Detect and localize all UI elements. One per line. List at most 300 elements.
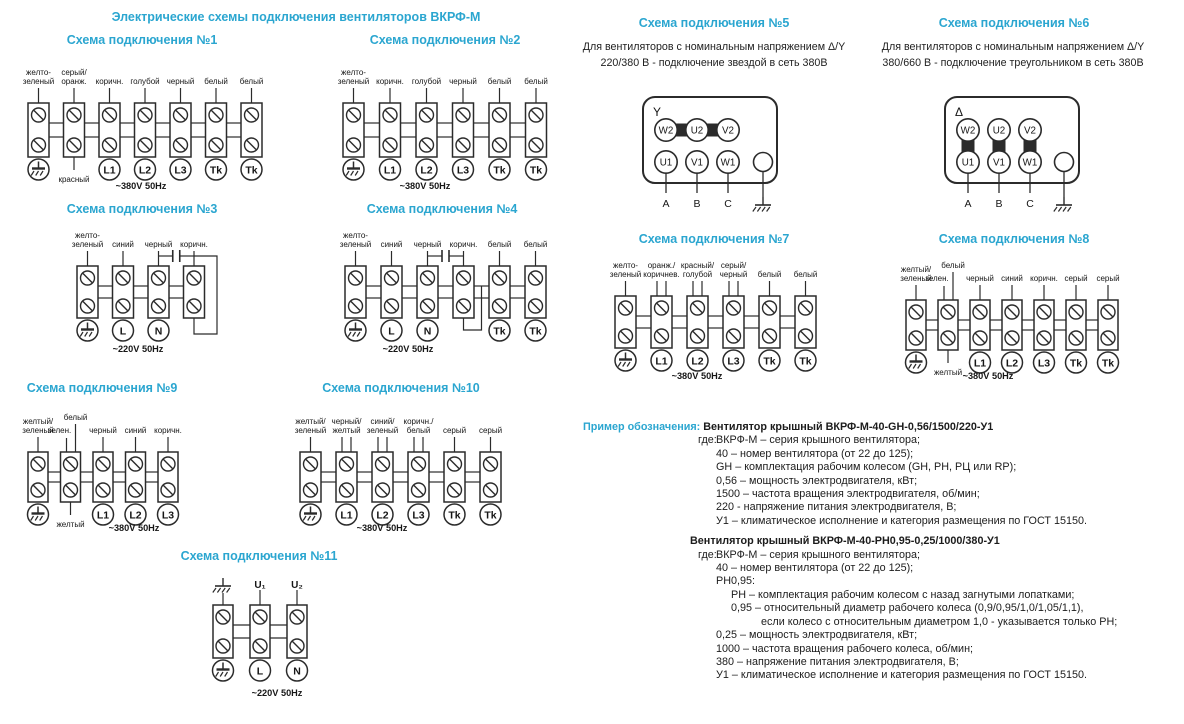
terminal-label: L3 [727,355,740,368]
terminal-circle [970,352,991,373]
screw-icon [655,301,669,315]
terminal-block [381,266,402,318]
fan-designation-title: Вентилятор крышный ВКРФ-М-40-GH-0,56/1500/220-У1 [703,421,994,433]
terminal-circle [336,504,357,525]
screw-icon [129,483,143,497]
earth-terminal-icon [77,320,98,341]
screw-icon [216,610,230,624]
terminal-circle [99,159,120,180]
screw-icon [138,108,152,122]
wire-color-label: черный [166,77,195,86]
terminal-circle [113,320,134,341]
terminal-label: L2 [138,164,152,177]
terminal-circle [416,159,437,180]
screw-icon [385,271,399,285]
terminal-block [300,452,321,502]
screw-icon [493,271,507,285]
wire-color-label: черный/ [331,417,362,426]
wire-color-label: желто- [26,68,51,77]
designation-item: 40 – номер вентилятора (от 22 до 125); [716,447,914,460]
designation-item: У1 – климатическое исполнение и категория размещения по ГОСТ 15150. [716,514,1087,527]
screw-icon [941,305,955,319]
wire-color-label: зеленый [900,274,932,283]
screw-icon [655,329,669,343]
terminal-circle [380,159,401,180]
terminal-label: L1 [383,164,397,177]
terminal-circle [372,504,393,525]
screw-icon [152,299,166,313]
screw-icon [493,138,507,152]
phase-label: C [724,198,732,210]
screw-icon [448,457,462,471]
terminal-circle [489,159,510,180]
terminal-circle [417,320,438,341]
screw-icon [383,108,397,122]
terminal-label: N [423,325,432,338]
terminal-block [126,452,146,502]
wire-color-label: U₂ [291,580,303,591]
designation-item: 0,25 – мощность электродвигателя, кВт; [716,629,918,642]
wire-color-label: зеленый [22,77,55,86]
terminal-label: L1 [655,355,668,368]
wire-color-label: белый [406,426,431,435]
terminal-label: Tk [1069,357,1083,370]
wire-color-label: черный [449,77,477,86]
scheme-2-diagram [338,68,548,191]
screw-icon [529,138,543,152]
wire-color-label: синий/ [370,417,395,426]
terminal-block [64,103,85,157]
motor-terminal [717,119,739,141]
motor-terminal-label: W2 [658,125,674,137]
screw-icon [290,610,304,624]
winding-symbol: Δ [954,105,964,119]
screw-icon [493,299,507,313]
terminal-block [615,296,636,348]
scheme-10-diagram [295,417,502,533]
terminal-label: L3 [456,164,470,177]
wire-color-label: желто- [613,261,638,270]
motor-terminal [1019,119,1041,141]
screw-icon [691,301,705,315]
screw-icon [1069,331,1083,345]
terminal-block [77,266,98,318]
phase-label: B [995,198,1003,210]
scheme-8-diagram [900,261,1119,381]
wire-color-label: желтый [56,520,85,529]
screw-icon [457,271,471,285]
wire-color-label: U₁ [254,580,266,591]
terminal-circle [170,159,191,180]
terminal-block [170,103,191,157]
terminal-block [250,605,270,658]
terminal-block [113,266,134,318]
motor-terminal-label: U1 [659,157,673,169]
earth-terminal-icon [28,159,49,180]
wire-color-label: белый [487,240,512,249]
wire-color-label: белый [941,261,965,270]
wire-color-label: зеленый [609,270,642,279]
terminal-block [1002,300,1022,350]
terminal-label: L2 [129,509,142,522]
wire-color-label: черный [413,240,442,249]
terminal-label: Tk [448,509,461,522]
terminal-circle [759,350,780,371]
terminal-circle [287,660,308,681]
terminal-label: Tk [493,164,506,177]
scheme-5-description: Для вентиляторов с номинальным напряжением Δ/Y 220/380 В - подключение звездой в сеть 380В [582,41,846,69]
wire-color-label: коричн. [95,77,124,86]
wire-color-label: белый [63,413,88,422]
screw-icon [1005,331,1019,345]
terminal-label: N [154,325,163,338]
terminal-label: L [256,665,264,678]
scheme-1-diagram [23,68,264,191]
wire-color-label: черный [89,426,117,435]
wire-color-label: белый [523,240,548,249]
screw-icon [64,457,78,471]
scheme-1-title: Схема подключения №1 [66,33,218,47]
terminal-block [148,266,169,318]
terminal-block [1066,300,1086,350]
screw-icon [340,457,354,471]
scheme-7-title: Схема подключения №7 [638,232,790,246]
wire-color-label: зелен. [925,274,949,283]
terminal-block [906,300,926,350]
terminal-label: Tk [209,164,223,177]
screw-icon [349,271,363,285]
screw-icon [209,108,223,122]
motor-terminal-label: U2 [992,125,1006,137]
scheme-6-description: Для вентиляторов с номинальным напряжением Δ/Y 380/660 В - подключение треугольником в сеть 380В [881,41,1145,69]
screw-icon [103,138,117,152]
winding-symbol: Y [652,105,662,119]
terminal-label: N [293,665,301,678]
terminal-block [336,452,357,502]
scheme-5-diagram [643,97,777,212]
where-label: где: [698,548,717,561]
terminal-block [1098,300,1118,350]
screw-icon [763,301,777,315]
terminal-block [489,103,510,157]
screw-icon [529,299,543,313]
motor-terminal-label: W1 [1022,157,1038,169]
terminal-block [408,452,429,502]
wire-color-label: черный [144,240,173,249]
wire-color-label: желтый/ [295,417,326,426]
motor-terminal-label: V2 [1024,125,1036,137]
terminal-block [453,103,474,157]
motor-terminal [655,119,677,141]
terminal-circle [250,660,271,681]
terminal-circle [381,320,402,341]
terminal-block [28,103,49,157]
designation-item: где: ВКРФ-М – серия крышного вентилятора; [698,548,921,561]
terminal-label: L [119,325,127,338]
screw-icon [103,108,117,122]
motor-terminal-label: U2 [690,125,704,137]
terminal-block [241,103,262,157]
wire-color-label: голубой [682,270,713,279]
screw-icon [385,299,399,313]
designation-item: 1000 – частота вращения рабочего колеса, об/мин; [716,642,974,655]
example-label: Пример обозначения: [583,421,704,433]
terminal-block [526,103,547,157]
scheme-11-diagram [213,578,308,698]
scheme-4-title: Схема подключения №4 [366,202,518,216]
wire-color-label: коричн. [449,240,478,249]
wire-color-label: черный [719,270,748,279]
wire-color-label: желто- [75,231,100,240]
terminal-block [970,300,990,350]
terminal-circle [125,504,146,525]
wire-color-label: серый [478,426,503,435]
terminal-block [938,300,958,350]
terminal-label: Tk [245,164,258,177]
wire-color-label: зеленый [337,77,370,86]
motor-terminal-label: V2 [722,125,734,137]
capacitor-icon [428,250,464,262]
where-label: где: [698,434,717,447]
terminal-block [343,103,364,157]
wire-color-label: белый [524,77,548,86]
screw-icon [161,457,175,471]
wire-color-label: серый [1096,274,1120,283]
voltage-label: ~380V 50Hz [356,523,408,533]
scheme-6-title: Схема подключения №6 [938,16,1090,30]
ground-terminal [1055,153,1074,172]
screw-icon [376,483,390,497]
terminal-circle [1098,352,1119,373]
voltage-label: ~220V 50Hz [112,344,164,354]
designation-item: 0,95 – относительный диаметр рабочего колеса (0,9/0,95/1,0/1,05/1,1), [731,602,1084,615]
screw-icon [412,483,426,497]
wire-color-label: коричн. [1030,274,1058,283]
wire-color-label: голубой [411,77,442,86]
terminal-label: L1 [96,509,110,522]
terminal-label: L3 [161,509,175,522]
screw-icon [32,138,46,152]
terminal-block [489,266,510,318]
terminal-circle [158,504,179,525]
terminal-circle [723,350,744,371]
terminal-circle [453,159,474,180]
voltage-label: ~220V 50Hz [382,344,434,354]
screw-icon [64,483,78,497]
screw-icon [727,301,741,315]
screw-icon [253,610,267,624]
motor-terminal [957,119,979,141]
terminal-circle [1066,352,1087,373]
wire-color-label: синий [380,240,403,249]
motor-terminal-label: V1 [691,157,703,169]
terminal-block [158,452,178,502]
voltage-label: ~380V 50Hz [671,371,723,381]
motor-terminal-label: W2 [960,125,976,137]
screw-icon [81,271,95,285]
screw-icon [727,329,741,343]
terminal-block [417,266,438,318]
screw-icon [799,301,813,315]
earth-terminal-icon [213,660,234,681]
terminal-circle [795,350,816,371]
screw-icon [253,639,267,653]
terminal-block [1034,300,1054,350]
screw-icon [245,138,259,152]
scheme-4-diagram [340,231,548,354]
terminal-circle [526,159,547,180]
wire-color-label: зеленый [22,426,54,435]
voltage-label: ~380V 50Hz [399,181,451,191]
screw-icon [347,138,361,152]
screw-icon [129,457,143,471]
wire-color-label: желтый/ [22,417,54,426]
terminal-block [525,266,546,318]
screw-icon [304,457,318,471]
terminal-block [416,103,437,157]
screw-icon [619,329,633,343]
wire-color-label: коричн./ [403,417,434,426]
scheme-5-title: Схема подключения №5 [638,16,790,30]
screw-icon [174,138,188,152]
screw-icon [421,299,435,313]
scheme-3-title: Схема подключения №3 [66,202,218,216]
phase-label: A [662,198,670,210]
fan-designation-title: Вентилятор крышный ВКРФ-М-40-РН0,95-0,25/1000/380-У1 [690,535,1000,548]
motor-terminal [1019,151,1041,173]
screw-icon [116,299,130,313]
screw-icon [973,305,987,319]
motor-terminal-label: W1 [720,157,736,169]
wire-color-label: зелен. [47,426,72,435]
designation-item: РН – комплектация рабочим колесом с назад загнутыми лопатками; [731,588,1075,601]
terminal-block [723,296,744,348]
designation-item: 1500 – частота вращения электродвигателя, об/мин; [716,488,980,501]
terminal-label: L1 [973,357,987,370]
terminal-circle [148,320,169,341]
terminal-block [184,266,205,318]
earth-terminal-icon [343,159,364,180]
screw-icon [290,639,304,653]
terminal-label: Tk [484,509,497,522]
earth-terminal-icon [28,504,49,525]
screw-icon [941,331,955,345]
scheme-9-diagram [22,413,182,533]
terminal-label: Tk [493,325,506,338]
motor-terminal-label: U1 [961,157,975,169]
terminal-circle [241,159,262,180]
terminal-circle [651,350,672,371]
screw-icon [349,299,363,313]
designation-example-block [583,421,1184,683]
designation-item: 0,56 – мощность электродвигателя, кВт; [716,474,918,487]
wire-color-label: желто- [343,231,368,240]
screw-icon [67,138,81,152]
terminal-block [372,452,393,502]
wire-color-label: белый [487,77,512,86]
screw-icon [973,331,987,345]
wire-color-label: зеленый [339,240,372,249]
terminal-block [687,296,708,348]
terminal-label: L2 [1005,357,1019,370]
terminal-circle [206,159,227,180]
designation-item: GH – комплектация рабочим колесом (GH, РН, РЦ или RP); [716,461,1017,474]
screw-icon [457,299,471,313]
voltage-label: ~380V 50Hz [962,371,1014,381]
terminal-label: Tk [1101,357,1115,370]
wire-color-label: оранж. [61,77,87,86]
wire-color-label: синий [124,426,147,435]
wire-color-label: серый/ [61,68,87,77]
motor-terminal [655,151,677,173]
wire-color-label: синий [112,240,134,249]
phase-label: A [964,198,972,210]
earth-symbol-icon [753,197,771,212]
screw-icon [31,483,45,497]
terminal-block [380,103,401,157]
screw-icon [209,138,223,152]
phase-label: B [693,198,701,210]
designation-item: У1 – климатическое исполнение и категория размещения по ГОСТ 15150. [716,669,1087,682]
screw-icon [304,483,318,497]
voltage-label: ~220V 50Hz [251,688,303,698]
screw-icon [245,108,259,122]
terminal-circle [1002,352,1023,373]
motor-terminal [717,151,739,173]
motor-terminal [957,151,979,173]
screw-icon [31,457,45,471]
screw-icon [187,299,201,313]
wire-color-label: оранж./ [647,261,676,270]
wire-color-label: красный [58,175,90,184]
wire-color-label: красный/ [680,261,715,270]
terminal-block [135,103,156,157]
ground-terminal [754,153,773,172]
terminal-label: Tk [763,355,776,368]
designation-item: где: ВКРФ-М – серия крышного вентилятора; [698,434,921,447]
screw-icon [161,483,175,497]
motor-terminal [686,151,708,173]
screw-icon [456,138,470,152]
wire-color-label: желтый [332,426,361,435]
motor-terminal [988,119,1010,141]
earth-terminal-icon [345,320,366,341]
wire-color-label: коричн. [180,240,208,249]
terminal-label: L2 [691,355,704,368]
terminal-label: Tk [529,164,543,177]
terminal-label: L2 [420,164,433,177]
designation-item: если колесо с относительным диаметром 1,0 - указывается только РН; [761,615,1118,628]
screw-icon [138,138,152,152]
screw-icon [340,483,354,497]
terminal-circle [444,504,465,525]
screw-icon [216,639,230,653]
terminal-circle [1034,352,1055,373]
wire-color-label: серый [1064,274,1088,283]
capacitor-icon [159,250,195,262]
earth-terminal-icon [300,504,321,525]
screw-icon [81,299,95,313]
page-title: Электрические схемы подключения вентиляторов ВКРФ-М [111,10,481,24]
scheme-11-title: Схема подключения №11 [180,549,338,563]
wire-color-label: желтый/ [900,265,932,274]
terminal-label: L3 [1037,357,1051,370]
scheme-2-title: Схема подключения №2 [369,33,521,47]
scheme-9-title: Схема подключения №9 [26,381,178,395]
designation-item: 220 - напряжение питания электродвигателя, В; [716,501,957,514]
screw-icon [456,108,470,122]
screw-icon [96,457,110,471]
